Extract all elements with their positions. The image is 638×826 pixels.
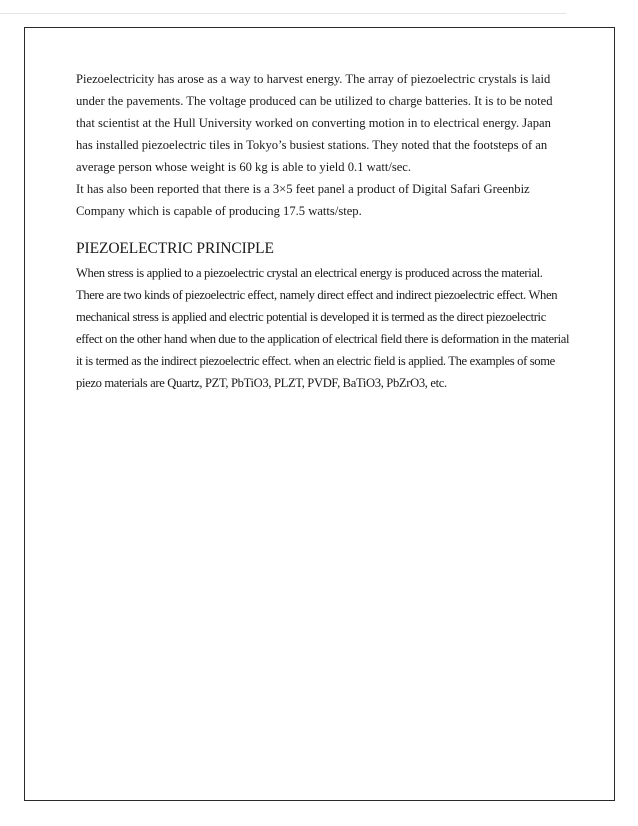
text-line: average person whose weight is 60 kg is able to yield 0.1 watt/sec. bbox=[76, 160, 412, 174]
text-line: Piezoelectricity has arose as a way to harvest energy. The array of piezoelectric crystals is laid bbox=[76, 72, 551, 86]
text-line: has installed piezoelectric tiles in Tokyo’s busiest stations. They noted that the footsteps of an bbox=[76, 138, 548, 152]
text-line: mechanical stress is applied and electric potential is developed it is termed as the direct piezoelectric bbox=[76, 310, 546, 324]
document-body bbox=[76, 68, 570, 394]
text-line: under the pavements. The voltage produced can be utilized to charge batteries. It is to be noted bbox=[76, 94, 553, 108]
paragraph-energy-harvesting bbox=[76, 68, 556, 222]
text-line: effect on the other hand when due to the application of electrical field there is deformation in the material bbox=[76, 332, 570, 346]
text-line: that scientist at the Hull University worked on converting motion in to electrical energy. Japan bbox=[76, 116, 551, 130]
text-line: When stress is applied to a piezoelectric crystal an electrical energy is produced across the material. bbox=[76, 266, 543, 280]
text-line: It has also been reported that there is a 3×5 feet panel a product of Digital Safari Greenbiz bbox=[76, 182, 530, 196]
text-line: it is termed as the indirect piezoelectric effect. when an electric field is applied. The examples of some bbox=[76, 354, 555, 368]
text-line: Company which is capable of producing 17.5 watts/step. bbox=[76, 204, 362, 218]
section-heading: PIEZOELECTRIC PRINCIPLE bbox=[76, 240, 274, 257]
text-line: piezo materials are Quartz, PZT, PbTiO3, PLZT, PVDF, BaTiO3, PbZrO3, etc. bbox=[76, 376, 447, 390]
text-line: There are two kinds of piezoelectric effect, namely direct effect and indirect piezoelectric effect. When bbox=[76, 288, 558, 302]
top-divider bbox=[0, 13, 566, 14]
paragraph-piezoelectric-principle bbox=[76, 262, 570, 394]
